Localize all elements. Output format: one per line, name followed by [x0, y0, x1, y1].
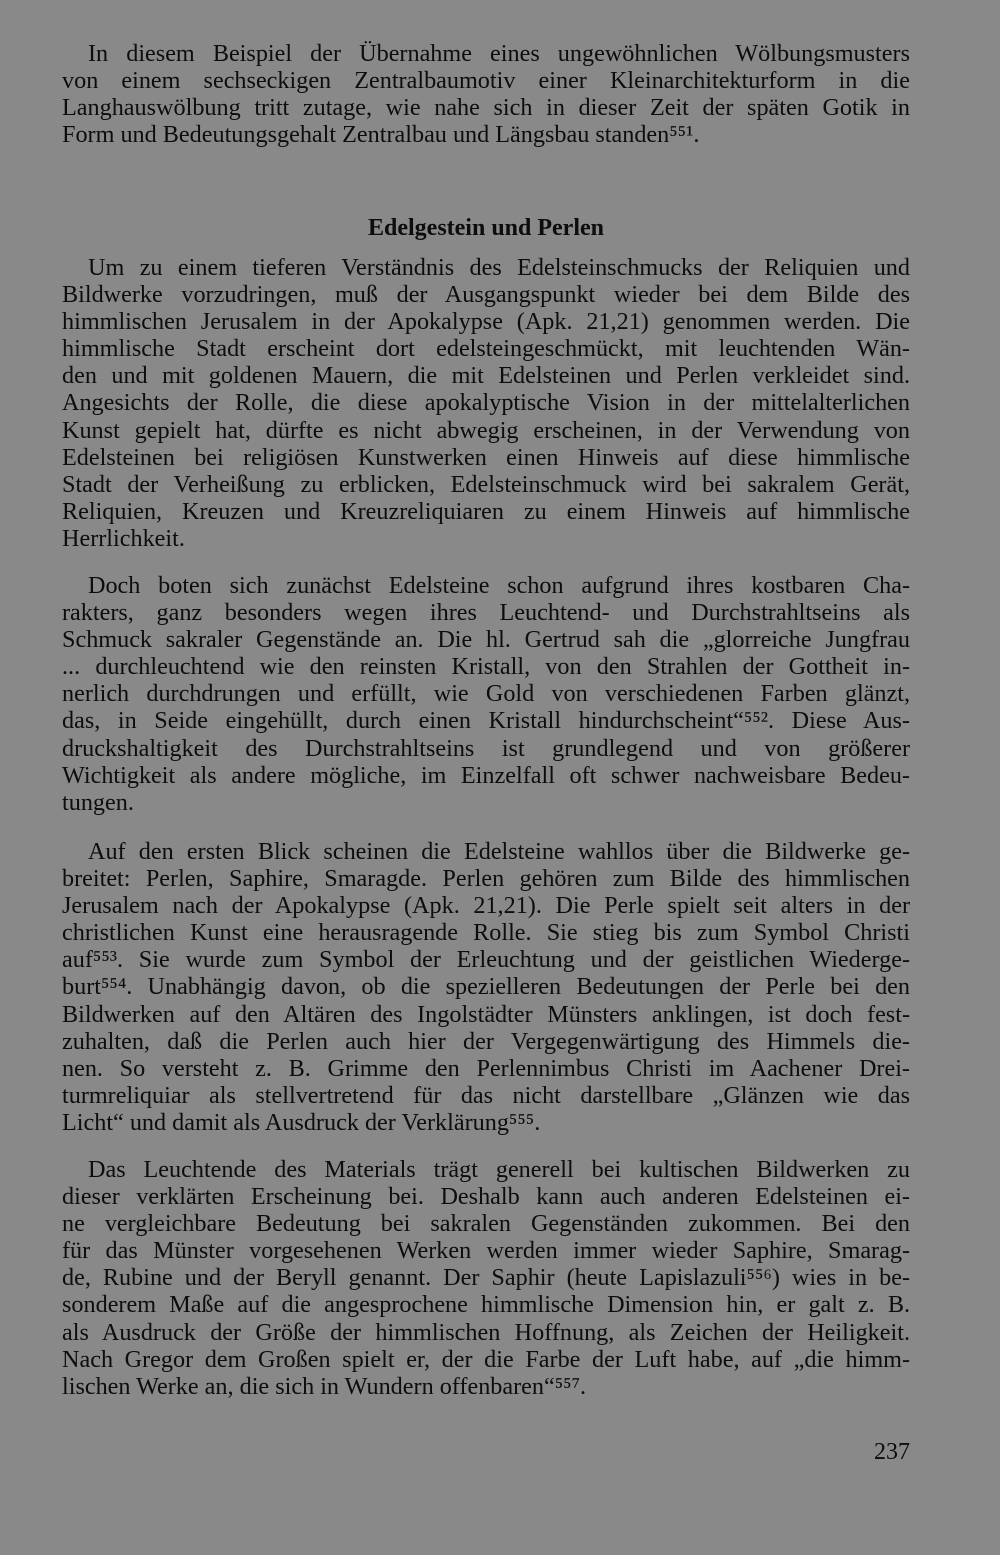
text-line: Bildwerke vorzudringen, muß der Ausgangspunkt wieder bei dem Bilde des [62, 281, 910, 309]
paragraph [62, 838, 910, 1136]
text-line: Form und Bedeutungsgehalt Zentralbau und Längsbau standen⁵⁵¹. [62, 121, 700, 149]
text-line: Um zu einem tieferen Verständnis des Edelsteinschmucks der Reliquien und [88, 254, 910, 281]
text-line: das, in Seide eingehüllt, durch einen Kristall hindurchscheint“⁵⁵². Diese Aus- [62, 707, 910, 735]
text-line: turmreliquiar als stellvertretend für das nicht darstellbare „Glänzen wie das [62, 1081, 910, 1109]
text-line: sonderem Maße auf die angesprochene himmlische Dimension hin, er galt z. B. [62, 1291, 910, 1319]
text-line: rakters, ganz besonders wegen ihres Leuchtend- und Durchstrahltseins als [62, 599, 910, 627]
text-line: für das Münster vorgesehenen Werken werden immer wieder Saphire, Smarag- [62, 1237, 910, 1265]
text-line: Das Leuchtende des Materials trägt generell bei kultischen Bildwerken zu [88, 1156, 910, 1183]
paragraph [62, 40, 910, 148]
text-line: Kunst gepielt hat, dürfte es nicht abwegig erscheinen, in der Verwendung von [62, 416, 910, 444]
text-line: nen. So versteht z. B. Grimme den Perlennimbus Christi im Aachener Drei- [62, 1054, 910, 1082]
text-line: ne vergleichbare Bedeutung bei sakralen Gegenständen zukommen. Bei den [62, 1210, 910, 1238]
text-line: Jerusalem nach der Apokalypse (Apk. 21,21). Die Perle spielt seit alters in der [62, 892, 910, 920]
text-line: als Ausdruck der Größe der himmlischen Hoffnung, als Zeichen der Heiligkeit. [62, 1318, 910, 1346]
text-line: von einem sechseckigen Zentralbaumotiv einer Kleinarchitekturform in die [62, 67, 910, 95]
text-line: Stadt der Verheißung zu erblicken, Edelsteinschmuck wird bei sakralem Gerät, [62, 470, 910, 498]
paragraph [62, 1156, 910, 1400]
text-line: In diesem Beispiel der Übernahme eines ungewöhnlichen Wölbungsmusters [88, 40, 910, 67]
text-line: burt⁵⁵⁴. Unabhängig davon, ob die spezielleren Bedeutungen der Perle bei den [62, 973, 910, 1001]
page-number: 237 [874, 1439, 910, 1465]
text-line: Nach Gregor dem Großen spielt er, der die Farbe der Luft habe, auf „die himm- [62, 1345, 910, 1373]
text-line: Wichtigkeit als andere mögliche, im Einzelfall oft schwer nachweisbare Bedeu- [62, 761, 910, 789]
text-line: nerlich durchdrungen und erfüllt, wie Gold von verschiedenen Farben glänzt, [62, 680, 910, 708]
text-line: Reliquien, Kreuzen und Kreuzreliquiaren zu einem Hinweis auf himmlische [62, 497, 910, 525]
text-line: tungen. [62, 788, 134, 816]
text-line: den und mit goldenen Mauern, die mit Edelsteinen und Perlen verkleidet sind. [62, 362, 910, 390]
text-line: christlichen Kunst eine herausragende Rolle. Sie stieg bis zum Symbol Christi [62, 919, 910, 947]
text-line: auf⁵⁵³. Sie wurde zum Symbol der Erleuchtung und der geistlichen Wiederge- [62, 946, 910, 974]
text-line: himmlische Stadt erscheint dort edelsteingeschmückt, mit leuchtenden Wän- [62, 335, 910, 363]
text-line: Herrlichkeit. [62, 524, 185, 552]
section-heading: Edelgestein und Perlen [367, 215, 604, 241]
text-line: druckshaltigkeit des Durchstrahltseins ist grundlegend und von größerer [62, 734, 910, 762]
text-line: Langhauswölbung tritt zutage, wie nahe sich in dieser Zeit der späten Gotik in [62, 94, 910, 122]
text-line: himmlischen Jerusalem in der Apokalypse (Apk. 21,21) genommen werden. Die [62, 308, 910, 336]
text-line: lischen Werke an, die sich in Wundern offenbaren“⁵⁵⁷. [62, 1372, 587, 1400]
text-line: Angesichts der Rolle, die diese apokalyptische Vision in der mittelalterlichen [62, 389, 910, 417]
text-line: Licht“ und damit als Ausdruck der Verklärung⁵⁵⁵. [62, 1108, 541, 1136]
text-line: de, Rubine und der Beryll genannt. Der Saphir (heute Lapislazuli⁵⁵⁶) wies in be- [62, 1264, 910, 1292]
text-line: Bildwerken auf den Altären des Ingolstädter Münsters anklingen, ist doch fest- [62, 1000, 910, 1028]
text-line: ... durchleuchtend wie den reinsten Kristall, von den Strahlen der Gottheit in- [62, 653, 910, 681]
text-line: Auf den ersten Blick scheinen die Edelsteine wahllos über die Bildwerke ge- [88, 838, 910, 865]
paragraph [62, 572, 910, 816]
paragraph [62, 254, 910, 552]
text-line: zuhalten, daß die Perlen auch hier der Vergegenwärtigung des Himmels die- [62, 1027, 910, 1055]
text-line: breitet: Perlen, Saphire, Smaragde. Perlen gehören zum Bilde des himmlischen [62, 865, 910, 893]
text-line: Edelsteinen bei religiösen Kunstwerken einen Hinweis auf diese himmlische [62, 443, 910, 471]
text-line: dieser verklärten Erscheinung bei. Deshalb kann auch anderen Edelsteinen ei- [62, 1183, 910, 1211]
text-line: Doch boten sich zunächst Edelsteine schon aufgrund ihres kostbaren Cha- [88, 572, 910, 599]
text-line: Schmuck sakraler Gegenstände an. Die hl. Gertrud sah die „glorreiche Jungfrau [62, 626, 910, 654]
